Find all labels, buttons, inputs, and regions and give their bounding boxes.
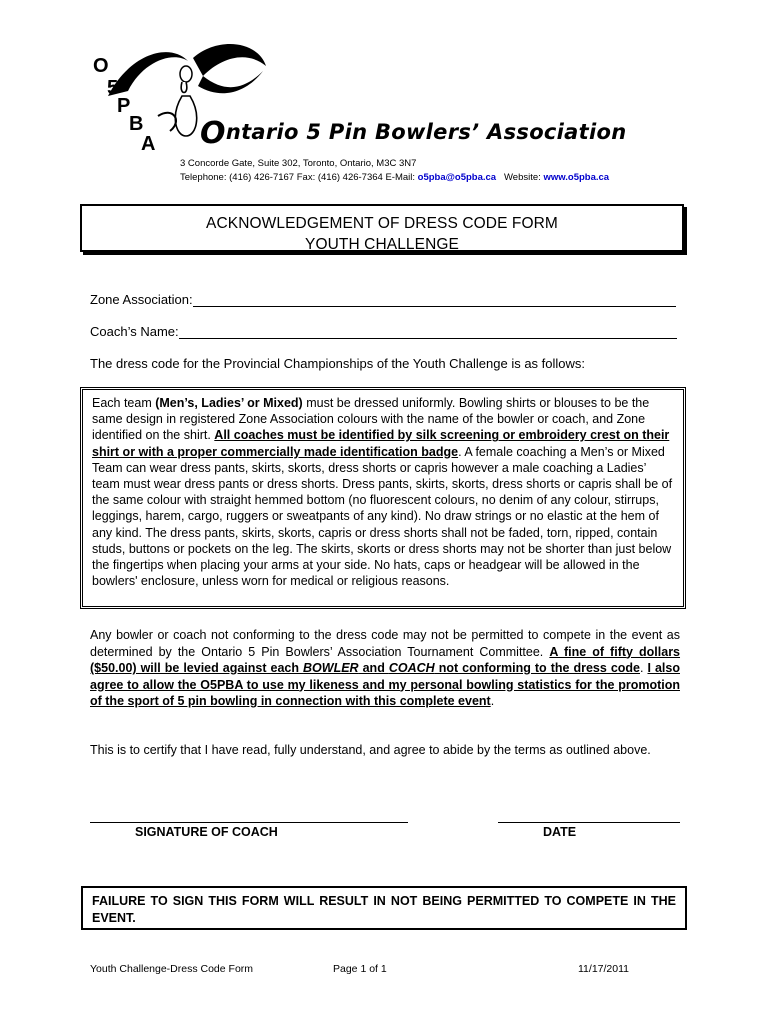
form-title: ACKNOWLEDGEMENT OF DRESS CODE FORM	[206, 215, 558, 232]
date-line[interactable]	[498, 822, 680, 823]
dress-code-segment: must be dressed uniformly. Bowling shirts or blouses to be the same design in registered Zone Association colours with the name of the bowler or coach, and Zone identified on the shirt.	[92, 396, 650, 443]
logo-letter: B	[129, 113, 144, 135]
failure-warning-box	[81, 886, 687, 930]
coach-name-field[interactable]	[90, 324, 677, 339]
footer-date: 11/17/2011	[578, 963, 629, 975]
form-title-box	[80, 204, 684, 252]
logo-letter: 5	[107, 77, 119, 99]
coach-name-label: Coach’s Name:	[90, 324, 179, 339]
org-name-rest: ntario 5 Pin Bowlers’ Association	[225, 120, 627, 144]
dress-code-text	[92, 395, 674, 589]
zone-association-input-line[interactable]	[193, 292, 676, 307]
coach-signature-line[interactable]	[90, 822, 408, 823]
form-subtitle: YOUTH CHALLENGE	[305, 236, 459, 253]
intro-text: The dress code for the Provincial Championships of the Youth Challenge is as follows:	[90, 356, 586, 371]
dress-code-segment: Each team	[92, 396, 156, 410]
certify-paragraph	[90, 742, 680, 759]
address-line: 3 Concorde Gate, Suite 302, Toronto, Ontario, M3C 3N7	[180, 158, 417, 169]
footer-page-number: Page 1 of 1	[333, 963, 387, 975]
org-name-initial: O	[200, 116, 226, 151]
logo-letter: O	[93, 55, 109, 77]
penalty-text: .	[640, 661, 648, 675]
dress-code-box	[80, 387, 686, 609]
fine-coach: COACH	[388, 661, 435, 675]
fine-bowler: BOWLER	[303, 661, 359, 675]
likeness-consent: I also agree to allow the O5PBA to use my likeness and my personal bowling statistics for the promotion of the sport of 5 pin bowling in connection with this complete event	[90, 661, 680, 708]
email-link[interactable]: o5pba@o5pba.ca	[417, 172, 497, 183]
fine-text: A fine of fifty dollars ($50.00) will be levied against each	[90, 644, 681, 675]
coach-identification-rule: All coaches must be identified by silk screening or embroidery crest on their shirt or with a proper commercially made identification badge	[92, 428, 670, 459]
team-types: (Men’s, Ladies’ or Mixed)	[155, 396, 303, 410]
penalty-text: .	[490, 694, 495, 708]
date-label: DATE	[543, 825, 577, 839]
zone-association-field[interactable]	[90, 292, 676, 307]
telephone-fax: Telephone: (416) 426-7167 Fax: (416) 426-7364 E-Mail:	[180, 172, 416, 183]
coach-name-input-line[interactable]	[179, 324, 677, 339]
certify-text: This is to certify that I have read, fully understand, and agree to abide by the terms as outlined above.	[90, 743, 651, 757]
zone-association-label: Zone Association:	[90, 292, 193, 307]
logo-letter: A	[141, 133, 156, 155]
dress-code-segment: . A female coaching a Men’s or Mixed Team can wear dress pants, skirts, skorts, dress shorts or capris however a male coaching a Ladies’ team must wear dress pants or dress shorts. Dress pants, skirts, skorts, dress shorts or capris shall be of the same colour with straight hemmed bottom (no fluorescent colours, no denim of any colour, stirrups, leggings, harem, cargo, ruggers or sweatpants of any kind). No draw strings or no elastic at the hem of any kind. The dress pants, skirts, skorts, capris or dress shorts shall not be faded, torn, ripped, contain studs, buttons or pockets on the leg. The skirts, skorts or dress shorts may not be shorter than just below the fingertips when placing your arms at your side. No hats, caps or headgear will be allowed in the bowlers' enclosure, unless worn for medical or religious reasons.	[92, 444, 673, 589]
website-label: Website:	[504, 172, 541, 183]
coach-signature-label: SIGNATURE OF COACH	[135, 825, 278, 839]
failure-warning-text: FAILURE TO SIGN THIS FORM WILL RESULT IN NOT BEING PERMITTED TO COMPETE IN THE EVENT.	[92, 894, 676, 925]
fine-text: and	[358, 661, 389, 675]
penalty-text: Any bowler or coach not conforming to the dress code may not be permitted to compete in the event as determined by the Ontario 5 Pin Bowlers’ Association Tournament Committee.	[90, 628, 680, 659]
fine-text: not conforming to the dress code	[434, 661, 640, 675]
logo-letter: P	[117, 95, 131, 117]
organization-name	[200, 116, 626, 151]
contact-line	[180, 171, 609, 185]
website-link[interactable]: www.o5pba.ca	[543, 172, 610, 183]
logo-letters	[85, 50, 165, 155]
address-block	[180, 157, 609, 185]
penalty-paragraph	[90, 627, 680, 710]
footer-form-name: Youth Challenge-Dress Code Form	[90, 963, 254, 975]
